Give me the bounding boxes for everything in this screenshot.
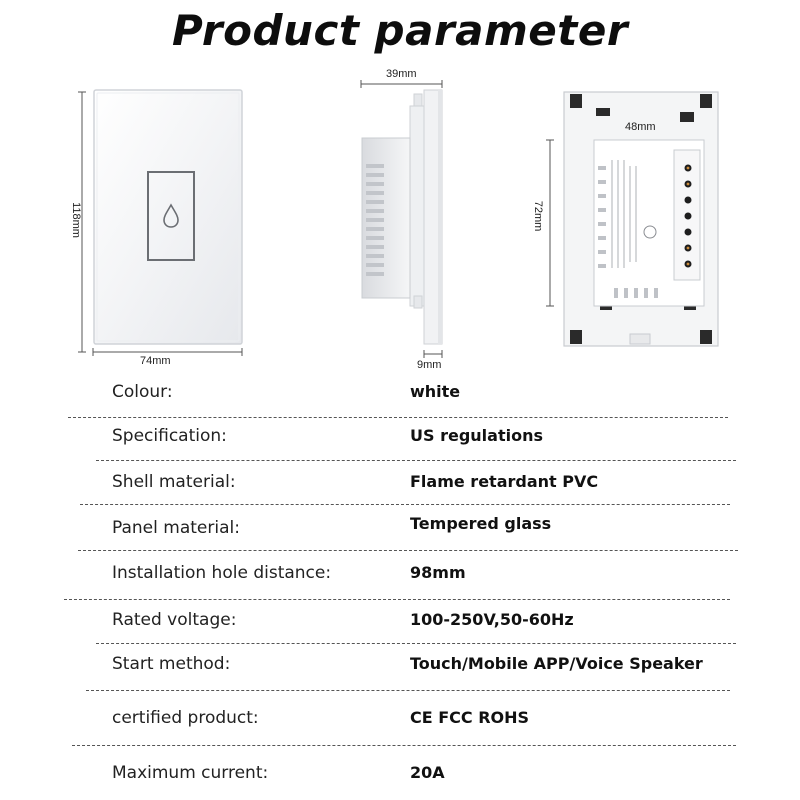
parameter-row-colour — [0, 370, 800, 414]
parameter-label: Panel material: — [112, 518, 240, 538]
row-divider — [86, 690, 730, 691]
parameter-row-panel-material — [0, 506, 800, 550]
parameter-row-maximum-current — [0, 751, 800, 795]
side-panel-label: 9mm — [417, 359, 442, 371]
front-view — [78, 90, 242, 356]
parameter-value: Touch/Mobile APP/Voice Speaker — [410, 654, 703, 673]
parameter-row-shell-material — [0, 460, 800, 504]
row-divider — [72, 745, 736, 746]
parameter-label: Installation hole distance: — [112, 563, 332, 583]
parameter-value: 100-250V,50-60Hz — [410, 610, 574, 629]
parameter-row-specification — [0, 414, 800, 458]
front-glass-panel — [94, 90, 242, 344]
parameter-label: certified product: — [112, 708, 259, 728]
parameter-label: Shell material: — [112, 472, 236, 492]
parameter-value: Flame retardant PVC — [410, 472, 599, 491]
back-height-label: 72mm — [532, 200, 544, 232]
front-height-label: 118mm — [70, 202, 82, 238]
side-depth-label: 39mm — [386, 68, 417, 80]
parameter-row-start-method — [0, 642, 800, 686]
parameter-value: CE FCC ROHS — [410, 708, 530, 727]
parameter-label: Colour: — [112, 382, 173, 402]
parameter-value: 98mm — [410, 563, 466, 582]
row-divider — [80, 504, 730, 505]
parameter-label: Maximum current: — [112, 763, 269, 783]
back-width-label: 48mm — [625, 121, 656, 133]
parameter-value: US regulations — [410, 426, 543, 445]
parameter-value: 20A — [410, 763, 445, 782]
parameter-row-rated-voltage — [0, 598, 800, 642]
side-view — [361, 80, 442, 358]
parameter-row-certified-product — [0, 696, 800, 740]
page-title: Product parameter — [171, 6, 629, 55]
parameter-label: Specification: — [112, 426, 227, 446]
parameter-row-installation-hole-distance — [0, 551, 800, 595]
front-width-label: 74mm — [140, 355, 171, 367]
parameter-label: Start method: — [112, 654, 231, 674]
parameter-value: Tempered glass — [410, 514, 552, 533]
parameter-value: white — [410, 382, 461, 401]
product-views — [0, 0, 800, 370]
parameter-label: Rated voltage: — [112, 610, 237, 630]
